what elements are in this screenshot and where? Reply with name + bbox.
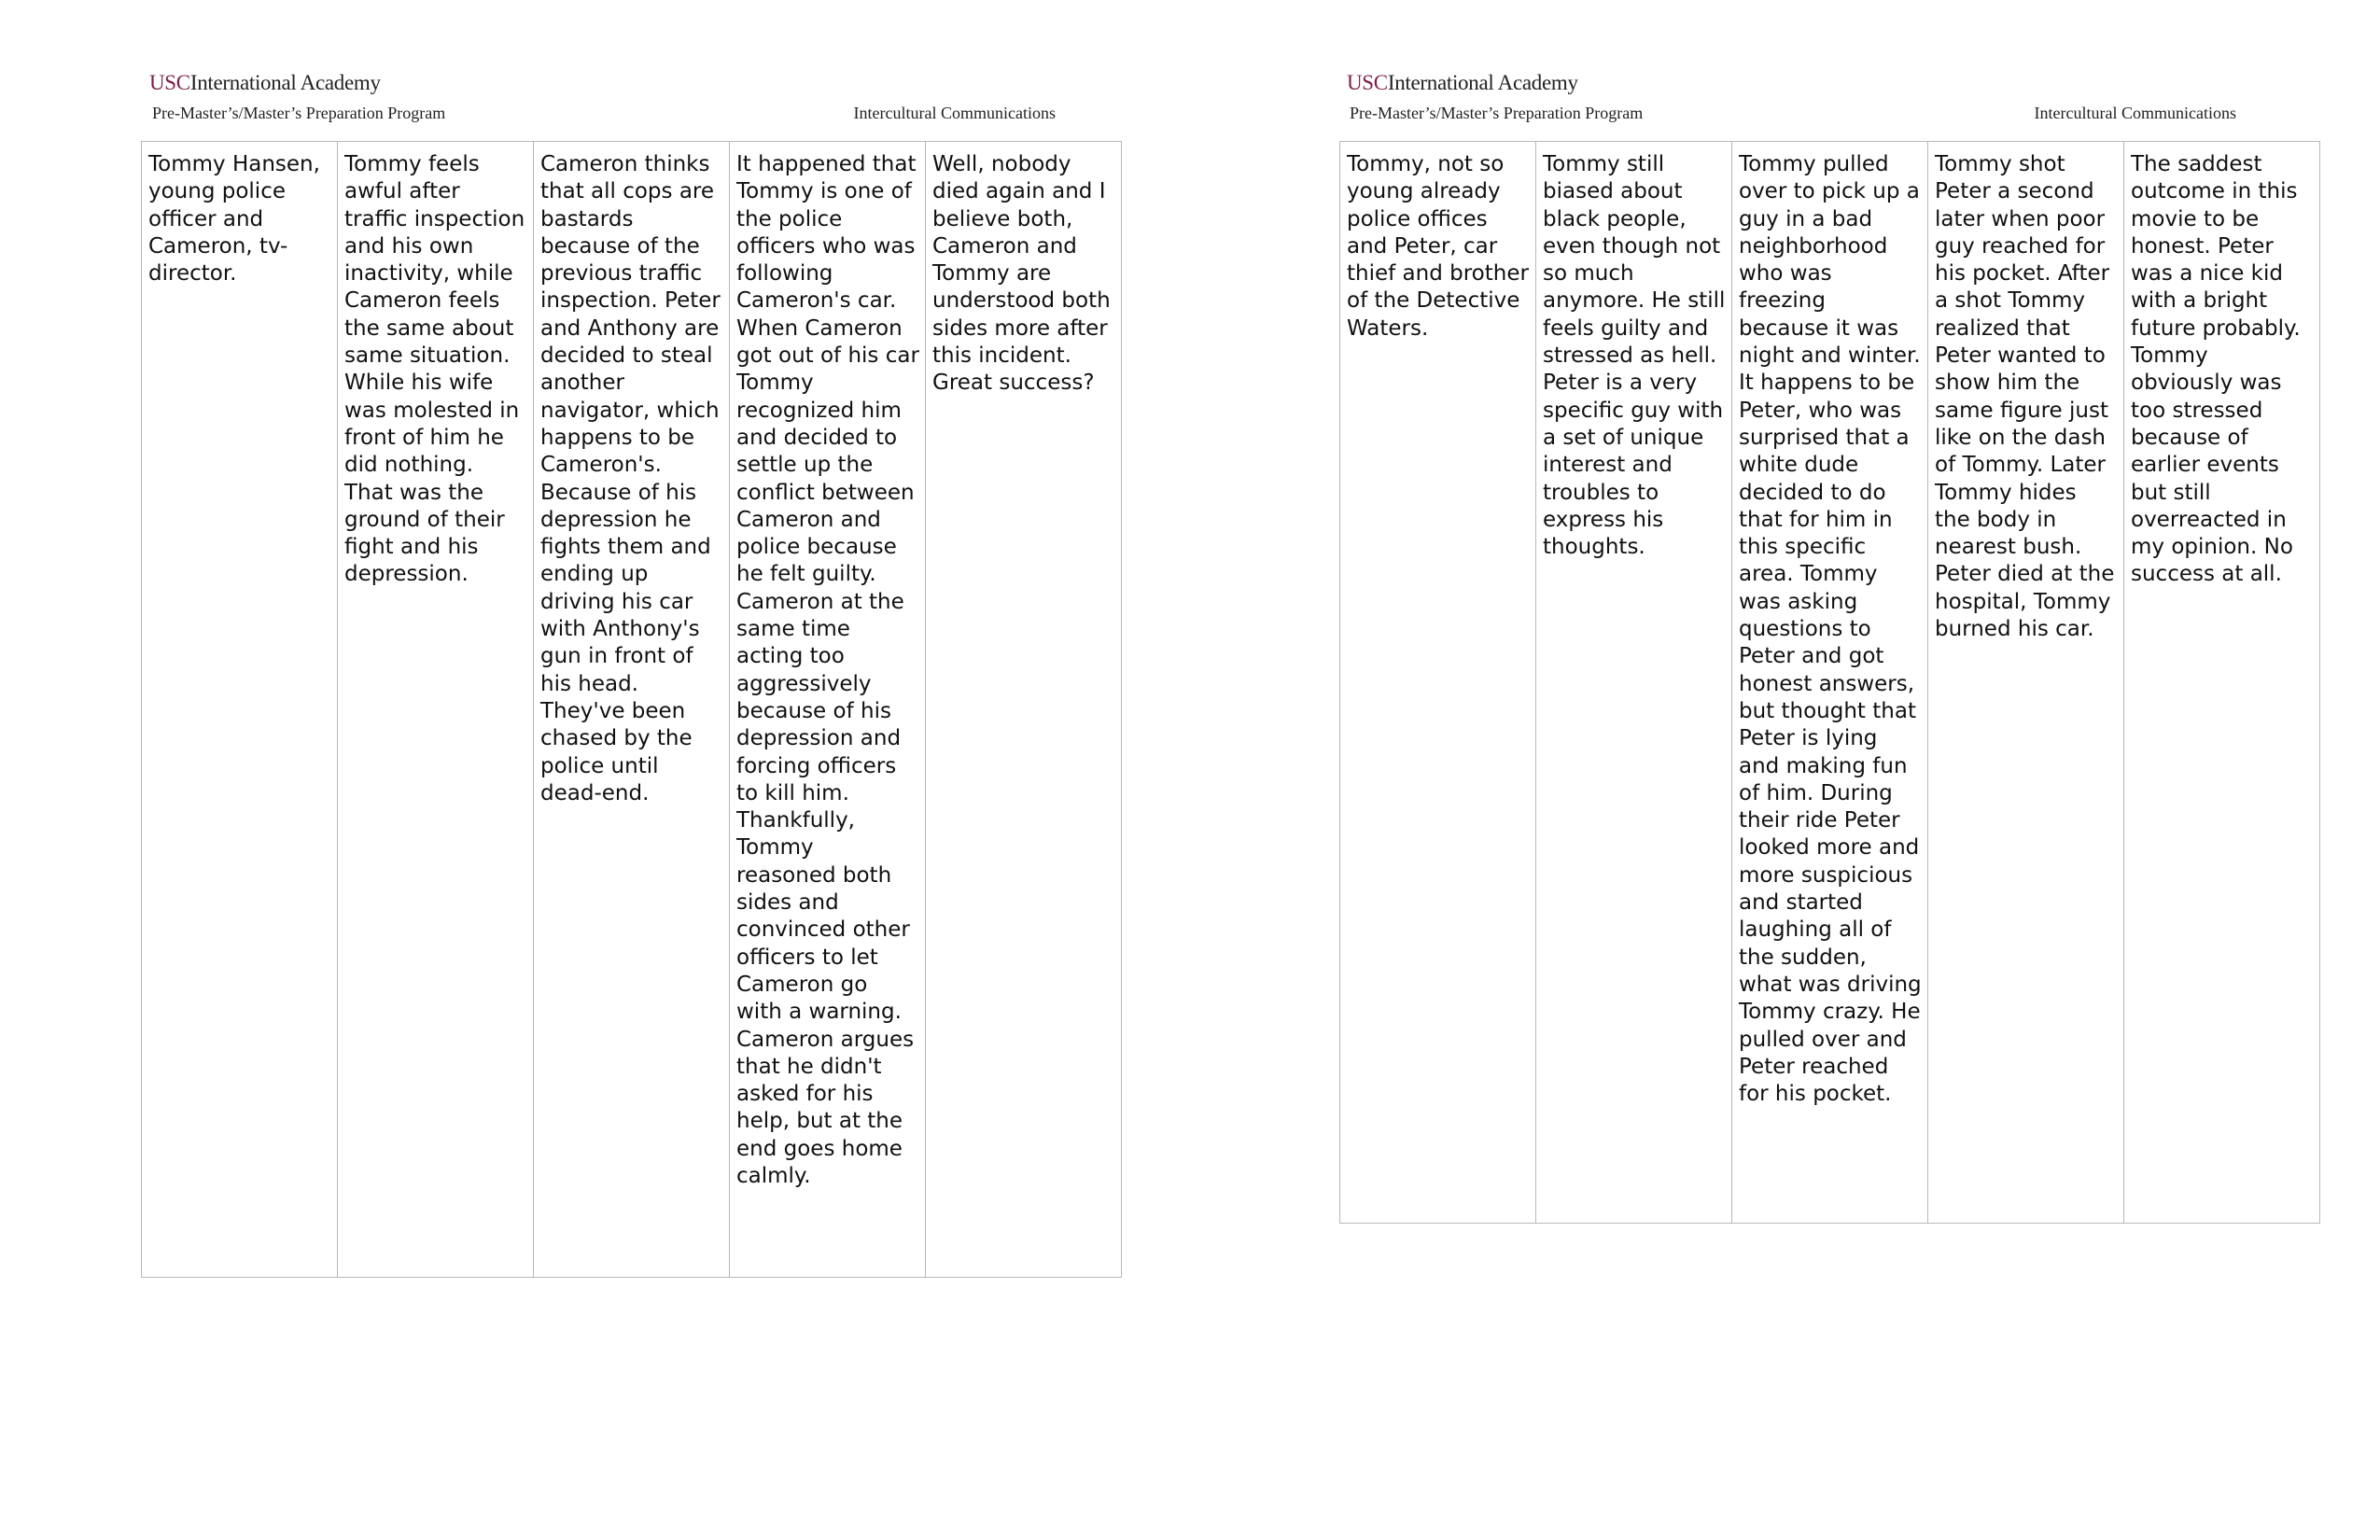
notes-table — [141, 141, 1122, 1278]
cell-text: Tommy, not so young already police offices and Peter, car thief and brother of the Detective Waters. — [1347, 152, 1529, 341]
table-cell — [1340, 142, 1536, 1224]
cell-text: Tommy still biased about black people, even though not so much anymore. He still feels guilty and stressed as hell. Peter is a very specific guy with a set of unique interest and troubles to express his thoughts. — [1543, 152, 1726, 560]
table-cell — [1536, 142, 1732, 1224]
usc-logo — [149, 71, 381, 95]
table-cell — [338, 142, 534, 1278]
cell-text: Cameron thinks that all cops are bastards because of the previous traffic inspection. Peter and Anthony are decided to steal another navigator, which happens to be Cameron's. Because of his depression he fights them and ending up driving his car with Anthony's gun in front of his head. They've been chased by the police until dead-end. — [540, 152, 721, 805]
table-cell — [730, 142, 926, 1278]
usc-logo-text: International Academy — [189, 71, 381, 94]
course-name: Intercultural Communications — [2034, 104, 2236, 122]
table-row — [1340, 142, 2320, 1224]
table-cell — [534, 142, 730, 1278]
usc-logo — [1347, 71, 1578, 95]
cell-text: Well, nobody died again and I believe both, Cameron and Tommy are understood both sides more after this incident. Great success? — [932, 152, 1111, 396]
cell-text: The saddest outcome in this movie to be honest. Peter was a nice kid with a bright future probably. Tommy obviously was too stressed because of earlier events but still overreacted in my opinion. No success at all. — [2131, 152, 2301, 587]
course-name: Intercultural Communications — [853, 104, 1056, 122]
usc-logo-mark: USC — [149, 71, 190, 94]
table-cell — [1928, 142, 2124, 1224]
table-cell — [2124, 142, 2320, 1224]
cell-text: It happened that Tommy is one of the police officers who was following Cameron's car. When Cameron got out of his car Tommy recognized him and decided to settle up the conflict between Cameron and police because he felt guilty. Cameron at the same time acting too aggressively because of his depression and forcing officers to kill him. Thankfully, Tommy reasoned both sides and convinced other officers to let Cameron go with a warning. Cameron argues that he didn't asked for his help, but at the end goes home calmly. — [736, 152, 919, 1188]
cell-text: Tommy feels awful after traffic inspection and his own inactivity, while Cameron feels the same about same situation. While his wife was molested in front of him he did nothing. That was the ground of their fight and his depression. — [344, 152, 525, 587]
cell-text: Tommy shot Peter a second later when poor guy reached for his pocket. After a shot Tommy realized that Peter wanted to show him the same figure just like on the dash of Tommy. Later Tommy hides the body in nearest bush. Peter died at the hospital, Tommy burned his car. — [1935, 152, 2115, 642]
table-cell — [1732, 142, 1928, 1224]
usc-logo-mark: USC — [1347, 71, 1388, 94]
table-cell — [926, 142, 1122, 1278]
cell-text: Tommy pulled over to pick up a guy in a bad neighborhood who was freezing because it was night and winter. It happens to be Peter, who was surprised that a white dude decided to do that for him in this specific area. Tommy was asking questions to Peter and got honest answers, but thought that Peter is lying and making fun of him. During their ride Peter looked more and more suspicious and started laughing all of the sudden, what was driving Tommy crazy. He pulled over and Peter reached for his pocket. — [1739, 152, 1922, 1107]
program-name: Pre-Master’s/Master’s Preparation Program — [1350, 104, 1644, 122]
document-page-right — [1190, 0, 2380, 1540]
notes-table — [1339, 141, 2320, 1224]
usc-logo-text: International Academy — [1387, 71, 1578, 94]
program-name: Pre-Master’s/Master’s Preparation Program — [152, 104, 446, 122]
table-cell — [142, 142, 338, 1278]
cell-text: Tommy Hansen, young police officer and Cameron, tv-director. — [148, 152, 320, 287]
table-row — [142, 142, 1122, 1278]
